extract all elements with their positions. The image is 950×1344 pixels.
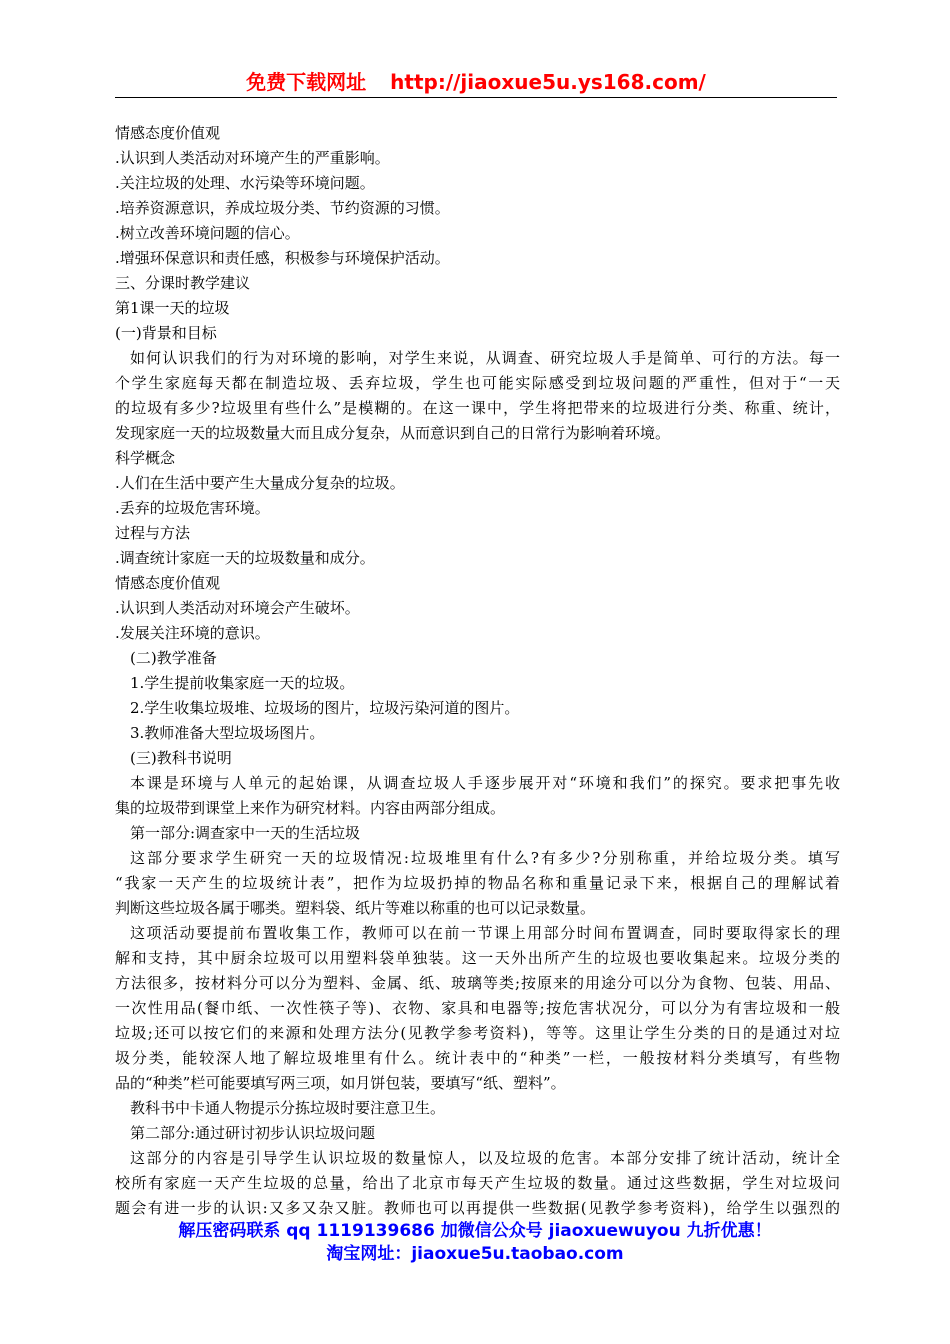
text-line: 第二部分:通过研讨初步认识垃圾问题 [130,1124,376,1142]
text-line: .培养资源意识，养成垃圾分类、节约资源的习惯。 [115,199,450,217]
text-line: 如何认识我们的行为对环境的影响，对学生来说，从调查、研究垃圾人手是简单、可行的方法。每一 [130,349,840,367]
header-url-link[interactable]: http://jiaoxue5u.ys168.com/ [390,70,706,94]
text-line: 本课是环境与人单元的起始课，从调查垃圾人手逐步展开对“环境和我们”的探究。要求把事先收 [130,774,840,792]
text-line: 品的“种类”栏可能要填写两三项，如月饼包装，要填写“纸、塑料”。 [115,1074,566,1092]
text-line: 题会有进一步的认识:又多又杂又脏。教师也可以再提供一些数据(见教学参考资料)，给学生以强烈的 [115,1199,840,1217]
text-line: 三、分课时教学建议 [115,274,251,292]
text-line: .丢弃的垃圾危害环境。 [115,499,270,517]
text-line: 这部分要求学生研究一天的垃圾情况:垃圾堆里有什么?有多少?分别称重，并给垃圾分类。填写 [130,849,840,867]
text-line: 的垃圾有多少?垃圾里有些什么”是模糊的。在这一课中，学生将把带来的垃圾进行分类、称重、统计， [115,399,840,417]
text-line: “我家一天产生的垃圾统计表”，把作为垃圾扔掉的物品名称和重量记录下来，根据自己的理解试着 [115,874,840,892]
text-line: 校所有家庭一天产生垃圾的总量，给出了北京市每天产生垃圾的数量。通过这些数据，学生对垃圾问 [115,1174,840,1192]
text-line: 判断这些垃圾各属于哪类。塑料袋、纸片等难以称重的也可以记录数量。 [115,899,596,917]
text-line: 解和支持，其中厨余垃圾可以用塑料袋单独装。这一天外出所产生的垃圾也要收集起来。垃圾分类的 [115,949,840,967]
footer-taobao-link[interactable]: 淘宝网址：jiaoxue5u.taobao.com [326,1244,624,1264]
text-line: 圾分类，能较深人地了解垃圾堆里有什么。统计表中的“种类”一栏，一般按材料分类填写，有些物 [115,1049,840,1067]
text-line: .关注垃圾的处理、水污染等环境问题。 [115,174,375,192]
text-line: 过程与方法 [115,524,191,542]
text-line: 1.学生提前收集家庭一天的垃圾。 [130,674,355,692]
text-line: 个学生家庭每天都在制造垃圾、丢弃垃圾，学生也可能实际感受到垃圾问题的严重性，但对于“一天 [115,374,840,392]
text-line: 一次性用品(餐巾纸、一次性筷子等)、衣物、家具和电器等;按危害状况分，可以分为有害垃圾和一般 [115,999,840,1017]
footer-contact-line: 解压密码联系 qq 1119139686 加微信公众号 jiaoxuewuyou 九折优惠！ [178,1221,772,1241]
text-line: .认识到人类活动对环境产生的严重影响。 [115,149,390,167]
document-body [115,121,840,1221]
text-line: 第1课一天的垃圾 [115,299,230,317]
text-line: 发现家庭一天的垃圾数量大而且成分复杂，从而意识到自己的日常行为影响着环境。 [115,424,671,442]
text-line: .增强环保意识和责任感，积极参与环境保护活动。 [115,249,450,267]
text-line: 方法很多，按材料分可以分为塑料、金属、纸、玻璃等类;按原来的用途分可以分为食物、包装、用品、 [115,974,840,992]
text-line: (二)教学准备 [130,649,217,667]
text-line: 垃圾;还可以按它们的来源和处理方法分(见教学参考资料)，等等。这里让学生分类的日的是通过对垃 [115,1024,840,1042]
text-line: 教科书中卡通人物提示分拣垃圾时要注意卫生。 [130,1099,446,1117]
text-line: .发展关注环境的意识。 [115,624,270,642]
text-line: 集的垃圾带到课堂上来作为研究材料。内容由两部分组成。 [115,799,506,817]
text-line: .调查统计家庭一天的垃圾数量和成分。 [115,549,375,567]
text-line: 科学概念 [115,449,176,467]
header-title: 免费下载网址 [246,70,367,94]
text-line: .人们在生活中要产生大量成分复杂的垃圾。 [115,474,405,492]
page-header [115,70,837,94]
text-line: 第一部分:调查家中一天的生活垃圾 [130,824,361,842]
text-line: (一)背景和目标 [115,324,217,342]
header-divider [115,97,837,98]
text-line: (三)教科书说明 [130,749,232,767]
text-line: .认识到人类活动对环境会产生破坏。 [115,599,360,617]
text-line: 这部分的内容是引导学生认识垃圾的数量惊人，以及垃圾的危害。本部分安排了统计活动，统计全 [130,1149,840,1167]
text-line: 3.教师准备大型垃圾场图片。 [130,724,325,742]
text-line: 这项活动要提前布置收集工作，教师可以在前一节课上用部分时间布置调查，同时要取得家长的理 [130,924,840,942]
text-line: 情感态度价值观 [115,574,221,592]
text-line: 2.学生收集垃圾堆、垃圾场的图片，垃圾污染河道的图片。 [130,699,520,717]
text-line: .树立改善环境问题的信心。 [115,224,300,242]
text-line: 情感态度价值观 [115,124,221,142]
